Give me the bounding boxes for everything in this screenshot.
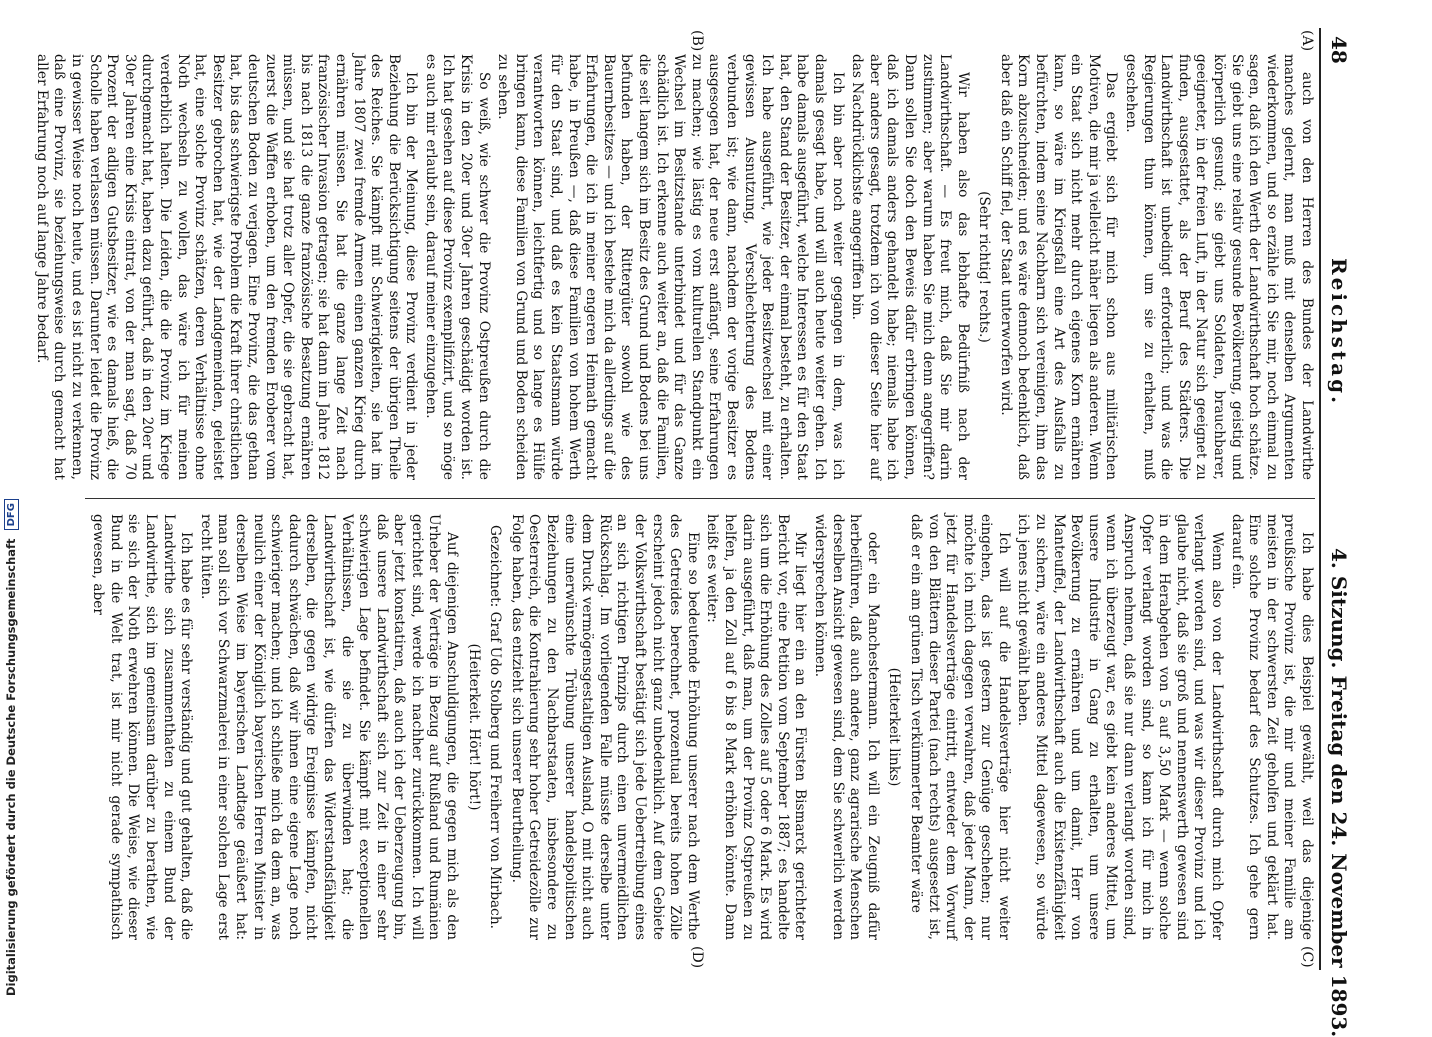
left-text-column bbox=[33, 54, 1315, 480]
interjection: (Heiterkeit. Hört! hört!) bbox=[465, 643, 482, 811]
credit-text: Digitalisierung gefördert durch die Deutsche Forschungsgemeinschaft bbox=[4, 538, 18, 996]
paragraph: Ich habe dies Beispiel gewählt, weil das diejenige preußische Provinz ist, die mir und meiner Familie am meisten in der schwersten Zeit geholfen und geklärt hat. Eine solche Provinz bedarf des Schutzes. Ich gehe gern darauf ein. bbox=[1228, 514, 1315, 940]
paragraph: Ich bin der Meinung, diese Provinz verdient in jeder Beziehung die Berücksichtigung seitens der übrigen Theile des Reiches. Sie kämpft mit Schwierigkeiten, sie hat im Jahre 1807 zwei fremde Armeen einen ganzen Krieg durch ernähren müssen. Sie hat die ganze lange Zeit nach französischer Invasion getragen; sie hat dann im Jahre 1812 bis nach 1813 die ganze französische Besatzung ernähren müssen, und sie hat trotz aller Opfer, die sie gebracht hat, zuerst die Waffen erhoben, um den fremden Eroberer vom deutschen Boden zu verjagen. Eine Provinz, die das gethan hat, bis das schwierigste Problem die Kraft ihrer christlichen Besitzer gebrochen hat, wie der Landgemeinden, geleistet hat, eine solche Provinz schätzen, deren Verhältnisse ohne Noth wechseln zu wollen, das wäre ich für meinen verderblich halten. Die Leiden, die die Provinz im Kriege durchgemacht hat, haben dazu geführt, daß in den 20er und 30er Jahren eine Krisis eintrat, von der man sagt, daß 70 Prozent der adligen Gutsbesitzer, wie es damals hieß, die Scholle haben verlassen müssen. Darunter leidet die Provinz in gewisser Weise noch heute, und es ist nicht zu verkennen, daß eine Provinz, sie beziehungsweise durch gemacht hat aller Erfahrung noch auf lange Jahre bedarf. bbox=[33, 54, 420, 480]
publication-title: Reichstag. bbox=[1327, 258, 1351, 407]
document-page bbox=[33, 28, 1355, 1037]
paragraph: Ich will auf die Handelsverträge hier nicht weiter eingehen, das ist gestern zur Genüge geschehen; nur möchte ich mich dagegen verwahren, daß jeder Mann, der jetzt für Handelsverträge eintritt, entweder dem Vorwurf von den Blättern dieser Partei (nach rechts) ausgesetzt ist, daß er ein am grünen Tisch verkümmerter Beamter wäre bbox=[907, 514, 1012, 940]
paragraph: oder ein Manchestermann. Ich will ein Zeugniß dafür herbeiführen, daß auch andere, ganz agrarische Menschen derselben Ansicht gewesen sind, dem Sie schwerlich werden widersprechen können. bbox=[811, 514, 881, 940]
dfg-logo-icon: DFG bbox=[4, 499, 19, 530]
signature-line: Gezeichnet: Graf Udo Stolberg und Freiherr von Mirbach. bbox=[487, 525, 504, 929]
header-rule bbox=[1319, 28, 1321, 970]
paragraph: Ich bin aber noch weiter gegangen in dem, was ich damals gesagt habe, und will auch heute weiter gehen. Ich habe damals ausgeführt, welche Interessen es für den Staat hat, den Stand der Besitzer, der einmal besteht, zu erhalten. Ich habe ausgeführt, wie jeder Besitzwechsel mit einer gewissen Ausnutzung, Verschlechterung des Bodens verbunden ist; wie dann, nachdem der vorige Besitzer es ausgesogen hat, der neue erst anfängt, seine Erfahrungen zu machen; wie lästig es vom kulturellen Standpunkt ein Wechsel im Besitzstande unterbindet und für das Ganze schädlich ist. Ich erkenne auch weiter an, daß die Familien, die seit langem sich im Besitz des Grund und Bodens bei uns befunden haben, der Rittergüter sowohl wie des Bauernbesitzes — und ich bestehe mich da allerdings auf die Erfahrungen, die ich in meiner engeren Heimath gemacht habe, in Preußen —, daß diese Familien von hohem Werth für den Staat sind, und daß es kein Staatsmann würde verantworten können, leichtfertig und so lange es Hülfe bringen kann, diese Familien von Grund und Boden scheiden zu sehen. bbox=[495, 54, 846, 480]
right-text-column bbox=[85, 514, 1315, 940]
paragraph: auch von den Herren des Bundes der Landwirthe manches gelernt, man muß mit denselben Argumenten wiederkommen, und so erzähle ich Sie mir, noch einmal zu sagen, daß ich den Werth der Landwirthschaft hoch schätze. Sie giebt uns eine relativ gesunde Bevölkerung, geistig und körperlich gesund; sie giebt uns Soldaten, brauchbarer, geeigneter, in der freien Luft, in der Natur sich geeignet zu finden, ausgestattet, als der Beruf des Städters. Die Landwirthschaft ist unbedingt erforderlich; und was die Regierungen thun können, um sie zu erhalten, muß geschehen. bbox=[1123, 54, 1315, 480]
quotation: Eine so bedeutende Erhöhung unserer nach dem Werthe des Getreides berechnet, prozentual bereits hohen Zölle erscheint jedoch nicht ganz unbedenklich. Auf dem Gebiete der Volkswirthschaft bestätigt sich jede Uebertreibung eines an sich richtigen Prinzips durch einen unvermeidlichen Rückschlag. Im vorliegenden Falle müsste derselbe unter dem Druck vermögensgestaltigen Ausland, O mit nicht auch eine unerwünschte Trübung unserer handelspolitischen Beziehungen zu den Nachbarstaaten, insbesondere zu Oesterreich, die Kontrahierung sehr hoher Getreidezölle zur Folge haben, das entzieht sich unserer Beurtheilung. bbox=[508, 514, 701, 940]
digitization-credit bbox=[4, 0, 26, 996]
paragraph: Wir haben also das lebhafte Bedürfniß nach der Landwirthschaft. — Es freut mich, daß Sie mir darin zustimmen; aber warum haben Sie mich denn angegriffen? Dann sollen Sie doch den Beweis dafür erbringen können, daß ich damals anders gehandelt habe; niemals habe ich aber anders gesagt, trotzdem ich von dieser Seite hier auf das Nachdrücklichste angegriffen bin. bbox=[849, 54, 971, 480]
paragraph: Das ergiebt sich für mich schon aus militärischen Motiven, die mir ja vielleicht näher liegen als anderen. Wenn ein Staat sich nicht mehr durch eigenes Korn ernähren kann, so wäre im Kriegsfall eine Art des Ausfalls zu befürchten, indem seine Nachbarn sich vereinigen, ihm das Korn abzuschneiden; und es wäre dennoch bedenklich, daß aber daß ein Schiff fiel, der Staat unterworfen wird. bbox=[997, 54, 1120, 480]
paragraph: Auf diejenigen Anschuldigungen, die gegen mich als den Urheber der Verträge in Bezug auf Rußland und Rumänien gerichtet sind, werde ich nachher zurückkommen. Ich will aber jetzt konstatiren, daß auch ich der Ueberzeugung bin, daß unsere Landwirthschaft sich zur Zeit in einer sehr schwierigen Lage befindet. Sie kämpft mit exceptionellen Verhältnissen, die sie zu überwinden hat; die Landwirthschaft ist, wie dürfen das Widerstandsfähigkeit derselben, die gegen widrige Ereignisse kämpfen, nicht dadurch schwächen, daß wir ihnen eine eigene Lage noch schwieriger machen; und ich schließe mich da dem an, was neulich einer der Königlich bayerischen Herren Minister in derselben Weise im bayerischen Landtage geäußert hat: man soll sich vor Schwarzmalerei in einer solchen Lage erst recht hüten. bbox=[197, 514, 461, 940]
page-number: 48 bbox=[1327, 36, 1351, 64]
margin-mark-c: (C) bbox=[1299, 946, 1315, 968]
session-date: 4. Sitzung. Freitag den 24. November 1893. bbox=[1327, 548, 1351, 1037]
interjection: (Sehr richtig! rechts.) bbox=[976, 191, 993, 343]
margin-mark-d: (D) bbox=[689, 946, 705, 969]
column-divider bbox=[85, 498, 1315, 499]
interjection: (Heiterkeit links) bbox=[886, 667, 903, 787]
paragraph: Wenn also von der Landwirthschaft durch mich Opfer verlangt worden sind, und was wir dieser Provinz und ich glaube nicht, daß sie groß und nennenswerth gewesen sind in dem Herabgehen von 5 auf 3,50 Mark — wenn solche Opfer verlangt worden sind, so kann ich für mich in Anspruch nehmen, daß sie nur dann verlangt worden sind, wenn ich überzeugt war, es giebt kein anderes Mittel, um unsere Industrie in Gang zu erhalten, um unsere Bevölkerung zu ernähren und um damit, Herr von Manteuffel, der Landwirthschaft auch die Existenzfähigkeit zu sichern, wäre ein anderes Mittel dagewesen, so würde ich jenes nicht gewählt haben. bbox=[1015, 514, 1226, 940]
paragraph: Ich habe es für sehr verständig und gut gehalten, daß die Landwirthe sich zusammenthaten zu einem Bund der Landwirthe, sich im gemeinsam darüber zu berathen, wie sie sich der Noth erwehren können. Die Weise, wie dieser Bund in die Welt trat, ist mir nicht gerade sympathisch gewesen, aber bbox=[90, 514, 195, 940]
paragraph: Mir liegt hier ein an den Fürsten Bismarck gerichteter Bericht vor, eine Petition vom September 1887; es handelte sich um die Erhöhung des Zolles auf 5 oder 6 Mark. Es wird darin ausgeführt, daß man, um der Provinz Ostpreußen zu helfen, ja den Zoll auf 6 bis 8 Mark erhöhen könnte. Dann heißt es weiter: bbox=[704, 514, 809, 940]
margin-mark-a: (A) bbox=[1299, 30, 1315, 52]
paragraph: So weiß, wie schwer die Provinz Ostpreußen durch die Krisis in den 20er und 30er Jahren geschädigt worden ist. Ich hat gesehen auf diese Provinz exemplifizirt, und so möge es auch mir erlaubt sein, darauf meiner einzugehen. bbox=[422, 54, 492, 480]
margin-mark-b: (B) bbox=[689, 30, 705, 52]
page-header bbox=[1321, 28, 1355, 1037]
